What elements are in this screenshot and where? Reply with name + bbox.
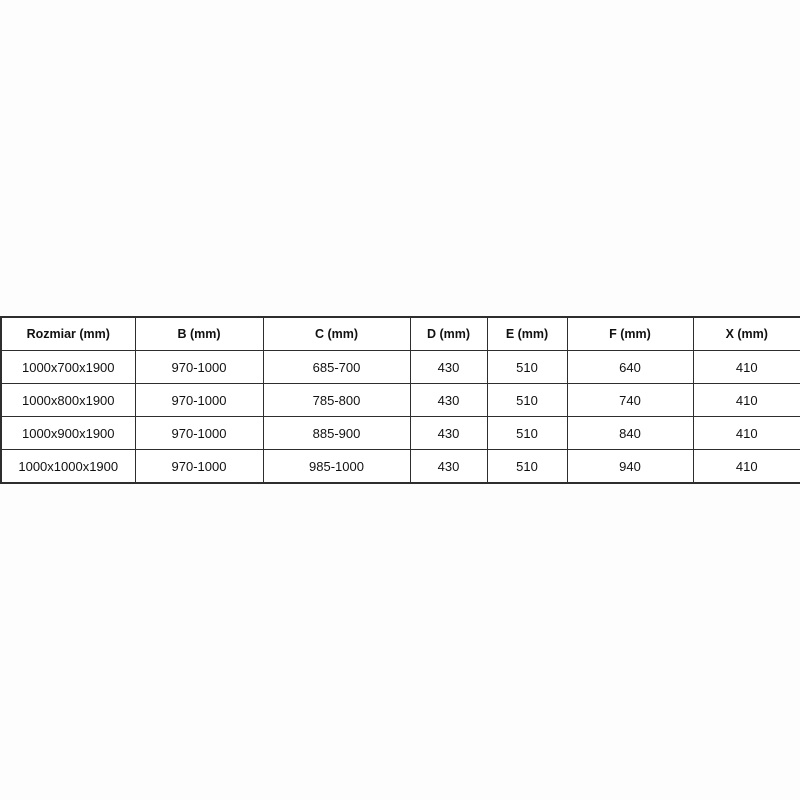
header-cell: F (mm): [567, 317, 693, 351]
header-cell: E (mm): [487, 317, 567, 351]
table-cell: 510: [487, 384, 567, 417]
table-row: [1, 351, 800, 384]
table-cell: 985-1000: [263, 450, 410, 484]
table-cell: 410: [693, 417, 800, 450]
header-row: [1, 317, 800, 351]
header-cell: C (mm): [263, 317, 410, 351]
table-cell: 970-1000: [135, 417, 263, 450]
table-cell: 1000x1000x1900: [1, 450, 135, 484]
table-row: [1, 417, 800, 450]
table-cell: 410: [693, 384, 800, 417]
table-cell: 430: [410, 351, 487, 384]
table-cell: 430: [410, 384, 487, 417]
header-cell: X (mm): [693, 317, 800, 351]
table-cell: 685-700: [263, 351, 410, 384]
spec-table: [0, 316, 800, 484]
table-cell: 510: [487, 417, 567, 450]
table-cell: 740: [567, 384, 693, 417]
table-row: [1, 450, 800, 484]
table-cell: 1000x800x1900: [1, 384, 135, 417]
table-cell: 940: [567, 450, 693, 484]
table-cell: 970-1000: [135, 450, 263, 484]
spec-table-body: [1, 351, 800, 484]
spec-table-header: [1, 317, 800, 351]
table-cell: 785-800: [263, 384, 410, 417]
table-row: [1, 384, 800, 417]
table-cell: 1000x700x1900: [1, 351, 135, 384]
header-cell: B (mm): [135, 317, 263, 351]
header-cell: D (mm): [410, 317, 487, 351]
table-cell: 410: [693, 351, 800, 384]
table-cell: 840: [567, 417, 693, 450]
table-cell: 430: [410, 417, 487, 450]
table-cell: 430: [410, 450, 487, 484]
table-cell: 510: [487, 450, 567, 484]
table-cell: 970-1000: [135, 351, 263, 384]
table-cell: 640: [567, 351, 693, 384]
table-cell: 970-1000: [135, 384, 263, 417]
table-cell: 410: [693, 450, 800, 484]
table-cell: 1000x900x1900: [1, 417, 135, 450]
table-cell: 510: [487, 351, 567, 384]
spec-table-container: [0, 316, 800, 484]
table-cell: 885-900: [263, 417, 410, 450]
header-cell: Rozmiar (mm): [1, 317, 135, 351]
